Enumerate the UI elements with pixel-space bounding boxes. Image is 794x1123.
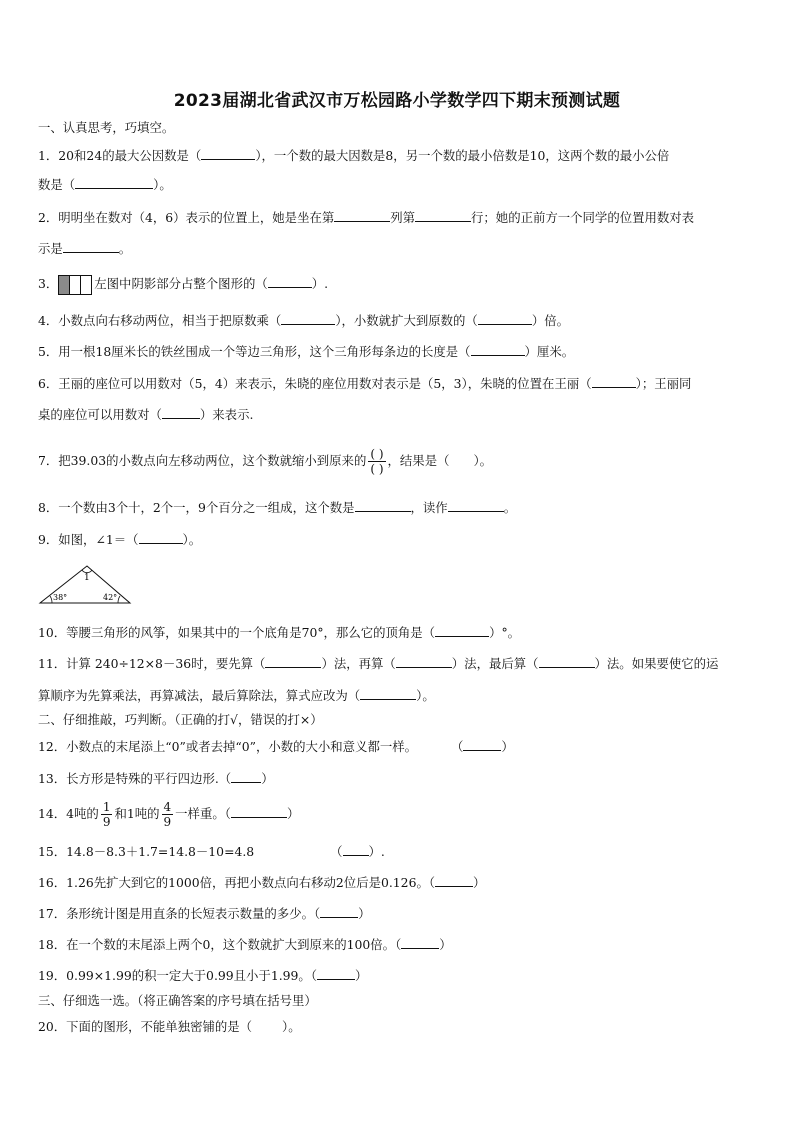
question-17: 17．条形统计图是用直条的长短表示数量的多少。（ ） bbox=[38, 906, 371, 921]
fraction-one-ninth: $\frac{1}{9}$ bbox=[102, 800, 111, 829]
question-8: 8．一个数由3个十，2个一，9个百分之一组成，这个数是 ，读作 。 bbox=[38, 500, 517, 515]
question-2-line-2: 示是 。 bbox=[38, 241, 132, 256]
angle-right-label: 42° bbox=[103, 593, 118, 602]
fraction-four-ninths: $\frac{4}{9}$ bbox=[163, 800, 172, 829]
question-4: 4．小数点向右移动两位，相当于把原数乘（ ），小数就扩大到原数的（ ）倍。 bbox=[38, 313, 569, 328]
question-9: 9．如图，∠1＝（ ）。 bbox=[38, 532, 202, 547]
question-12: 12．小数点的末尾添上“0”或者去掉“0”，小数的大小和意义都一样。 （ ） bbox=[38, 739, 514, 754]
angle-1-label: 1 bbox=[84, 573, 90, 583]
angle-left-label: 38° bbox=[53, 593, 68, 602]
question-7: 7．把39.03的小数点向左移动两位，这个数就缩小到原来的 $\frac{( )}{( )}$ ，结果是（ ）。 bbox=[38, 447, 493, 476]
fraction-blank: $\frac{( )}{( )}$ bbox=[370, 447, 384, 476]
question-19: 19．0.99×1.99的积一定大于0.99且小于1.99。（ ） bbox=[38, 968, 368, 983]
section-1-heading: 一、认真思考，巧填空。 bbox=[38, 120, 175, 135]
question-11-line-1: 11．计算 240÷12×8－36时，要先算（ ）法，再算（ ）法，最后算（ ）法。如果要使它的运 bbox=[38, 656, 719, 671]
question-3: 3． 左图中阴影部分占整个图形的（ ）. bbox=[38, 274, 758, 295]
question-5: 5．用一根18厘米长的铁丝围成一个等边三角形，这个三角形每条边的长度是（ ）厘米。 bbox=[38, 344, 575, 359]
question-11-line-2: 算顺序为先算乘法，再算减法，最后算除法，算式应改为（ ）。 bbox=[38, 688, 435, 703]
question-1-line-1: 1．20和24的最大公因数是（ ），一个数的最大因数是8，另一个数的最小倍数是10，这两个数的最小公倍 bbox=[38, 148, 670, 163]
section-2-heading: 二、仔细推敲，巧判断。（正确的打√，错误的打×） bbox=[38, 712, 323, 727]
question-6-line-1: 6．王丽的座位可以用数对（5，4）来表示，朱晓的座位用数对表示是（5，3），朱晓的位置在王丽（ ）；王丽同 bbox=[38, 376, 692, 391]
question-13: 13．长方形是特殊的平行四边形.（ ） bbox=[38, 771, 274, 786]
rectangle-thirds-figure bbox=[58, 275, 92, 295]
question-10: 10．等腰三角形的风筝，如果其中的一个底角是70°，那么它的顶角是（ ）°。 bbox=[38, 625, 521, 640]
question-6-line-2: 桌的座位可以用数对（ ）来表示. bbox=[38, 407, 254, 422]
question-18: 18．在一个数的末尾添上两个0，这个数就扩大到原来的100倍。（ ） bbox=[38, 937, 452, 952]
question-2-line-1: 2．明明坐在数对（4，6）表示的位置上，她是坐在第 列第 行；她的正前方一个同学的位置用数对表 bbox=[38, 210, 695, 225]
question-1-line-2: 数是（ ）。 bbox=[38, 177, 172, 192]
question-16: 16．1.26先扩大到它的1000倍，再把小数点向右移动2位后是0.126。（ ） bbox=[38, 875, 486, 890]
question-15: 15．14.8－8.3＋1.7=14.8－10=4.8 （ ）. bbox=[38, 844, 385, 859]
question-14: 14．4吨的 $\frac{1}{9}$ 和1吨的 $\frac{4}{9}$ 一样重。（ ） bbox=[38, 800, 300, 829]
section-3-heading: 三、仔细选一选。（将正确答案的序号填在括号里） bbox=[38, 993, 317, 1008]
page-title: 2023届湖北省武汉市万松园路小学数学四下期末预测试题 bbox=[173, 91, 621, 111]
triangle-figure bbox=[38, 563, 134, 605]
question-20: 20．下面的图形，不能单独密铺的是（ ）。 bbox=[38, 1019, 301, 1034]
